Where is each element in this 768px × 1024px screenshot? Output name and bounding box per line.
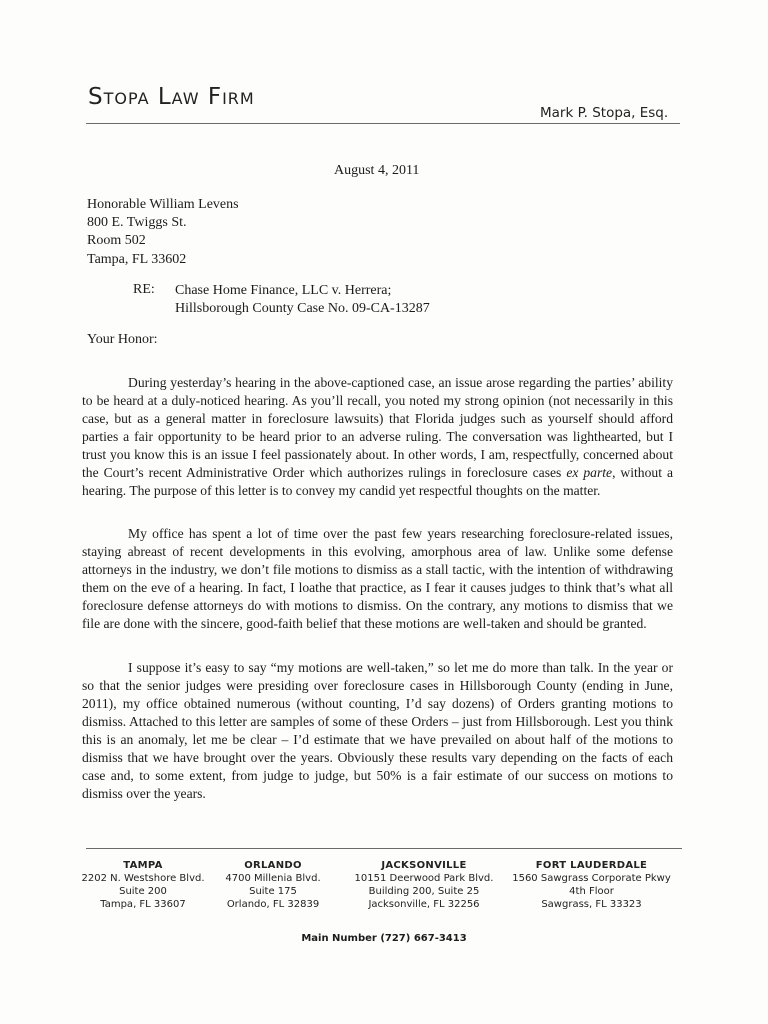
body-paragraph-2: My office has spent a lot of time over the past few years researching foreclosure-related issues, staying abreast of recent developments in this evolving, amorphous area of law. Unlike some defense attorneys in the industry, we don’t file motions to dismiss as a stall tactic, with the intention of withdrawing them on the eve of a hearing. In fact, I loathe that practice, as I fear it causes judges to think that’s what all foreclosure defense attorneys do with motions to dismiss. On the contrary, any motions to dismiss that we file are done with the sincere, good-faith belief that these motions are well-taken and should be granted. xyxy=(82,526,673,631)
salutation: Your Honor: xyxy=(87,332,158,347)
re-case-number: Hillsborough County Case No. 09-CA-13287 xyxy=(175,301,430,317)
re-case-title: Chase Home Finance, LLC v. Herrera; xyxy=(175,283,392,298)
office-city: FORT LAUDERDALE xyxy=(535,860,648,871)
office-city: ORLANDO xyxy=(244,860,302,871)
recipient-room: Room 502 xyxy=(87,233,146,249)
recipient-name: Honorable William Levens xyxy=(87,197,239,212)
office-orlando xyxy=(213,859,333,911)
office-address-line: Suite 200 xyxy=(119,886,167,897)
header-divider xyxy=(86,123,680,124)
re-label: RE: xyxy=(133,282,155,297)
re-subject xyxy=(175,282,430,318)
office-fort-lauderdale xyxy=(509,859,674,911)
office-address-line: Building 200, Suite 25 xyxy=(368,886,480,897)
office-address-line: 10151 Deerwood Park Blvd. xyxy=(354,873,494,884)
office-city: TAMPA xyxy=(123,860,163,871)
office-address-line: Sawgrass, FL 33323 xyxy=(541,899,642,910)
office-address-line: Suite 175 xyxy=(249,886,297,897)
office-jacksonville xyxy=(349,859,499,911)
firm-name: Stopa Law Firm xyxy=(88,84,255,110)
recipient-city: Tampa, FL 33602 xyxy=(87,251,187,267)
paragraph-1-text-end: , without a hearing. The purpose of this letter is to convey my candid yet respectful thoughts on the matter. xyxy=(82,465,673,498)
office-address-line: 1560 Sawgrass Corporate Pkwy xyxy=(512,873,671,884)
office-address-line: 2202 N. Westshore Blvd. xyxy=(81,873,205,884)
letter-date: August 4, 2011 xyxy=(334,163,420,178)
office-city: JACKSONVILLE xyxy=(381,860,467,871)
main-phone-number: Main Number (727) 667-3413 xyxy=(301,933,467,944)
recipient-address xyxy=(87,196,239,269)
body-paragraph-1 xyxy=(82,374,673,500)
footer-divider xyxy=(86,848,682,849)
office-address-line: Orlando, FL 32839 xyxy=(226,899,320,910)
office-address-line: 4700 Millenia Blvd. xyxy=(225,873,321,884)
paragraph-1-emphasis: ex parte xyxy=(566,465,613,480)
office-address-line: 4th Floor xyxy=(569,886,614,897)
recipient-street: 800 E. Twiggs St. xyxy=(87,215,187,231)
office-address-line: Jacksonville, FL 32256 xyxy=(368,899,480,910)
office-address-line: Tampa, FL 33607 xyxy=(100,899,186,910)
body-paragraph-3: I suppose it’s easy to say “my motions are well-taken,” so let me do more than talk. In the year or so that the senior judges were presiding over foreclosure cases in Hillsborough County (ending in June, 2011), my office obtained numerous (without counting, I’d say dozens) of Orders granting motions to dismiss. Attached to this letter are samples of some of these Orders – just from Hillsborough. Lest you think this is an anomaly, let me be clear – I’d estimate that we have prevailed on about half of the motions to dismiss that we have brought over the years. Obviously these results vary depending on the facts of each case and, to some extent, from judge to judge, but 50% is a fair estimate of our success on motions to dismiss over the years. xyxy=(82,660,673,801)
paragraph-1-text: During yesterday’s hearing in the above-captioned case, an issue arose regarding the parties’ ability to be heard at a duly-noticed hearing. As you’ll recall, you noted my strong opinion (not necessarily in this case, but as a general matter in foreclosure lawsuits) that Florida judges such as yourself should afford parties a fair opportunity to be heard prior to an adverse ruling. The conversation was lighthearted, but I trust you know this is an issue I feel passionately about. In other words, I am, respectfully, concerned about the Court’s recent Administrative Order which authorizes rulings in foreclosure cases xyxy=(82,375,673,480)
office-tampa xyxy=(78,859,208,911)
attorney-name: Mark P. Stopa, Esq. xyxy=(540,105,669,121)
